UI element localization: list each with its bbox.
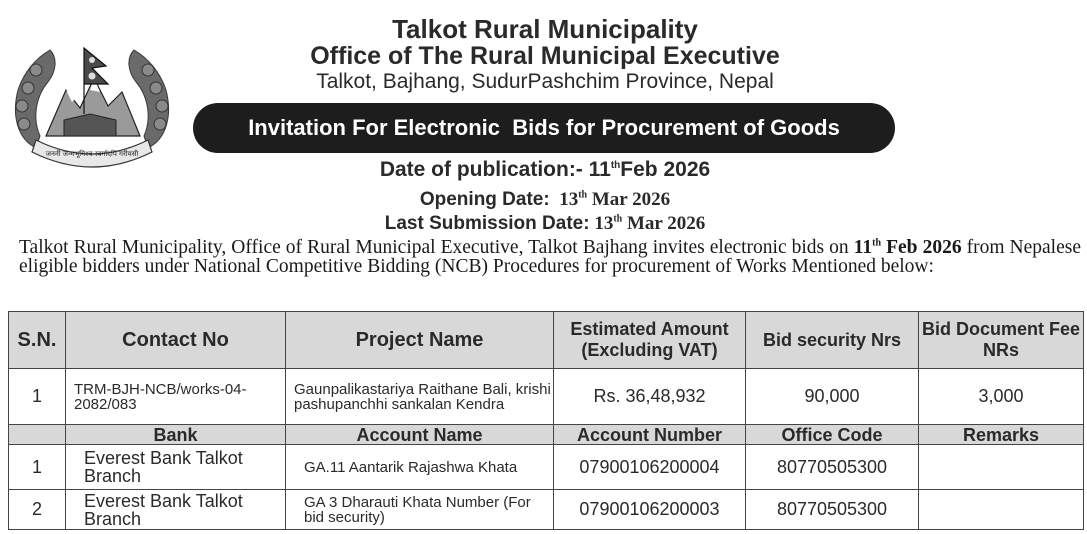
office-code-cell: 80770505300 bbox=[746, 445, 919, 490]
header-bid-security: Bid security Nrs bbox=[746, 312, 919, 369]
opening-date bbox=[150, 189, 940, 211]
emblem-motto: जननी जन्मभूमिश्च स्वर्गादपि गरीयसी bbox=[45, 150, 139, 158]
municipality-name: Talkot Rural Municipality bbox=[392, 14, 698, 44]
publication-month-year: Feb 2026 bbox=[620, 158, 711, 181]
publication-label: Date of publication:- bbox=[379, 158, 589, 181]
bid-document-fee-cell: 3,000 bbox=[919, 369, 1084, 425]
publication-suffix: th bbox=[610, 160, 621, 171]
invitation-paragraph bbox=[19, 238, 1081, 276]
header-account-number: Account Number bbox=[554, 425, 746, 445]
opening-day: 13 bbox=[559, 189, 579, 210]
bid-day-suffix: th bbox=[872, 237, 882, 249]
bid-year: 2026 bbox=[922, 237, 962, 258]
submission-suffix: th bbox=[613, 213, 623, 225]
paragraph-part1: Talkot Rural Municipality, Office of Rural Municipal Executive, Talkot Bajhang invites electronic bids on bbox=[19, 237, 854, 258]
bid-security-cell: 90,000 bbox=[746, 369, 919, 425]
header-bid-document-fee: Bid Document Fee NRs bbox=[919, 312, 1084, 369]
table-row bbox=[9, 490, 1084, 530]
bid-details-table bbox=[8, 311, 1084, 530]
bank-header-blank bbox=[9, 425, 66, 445]
header-contact-no: Contact No bbox=[66, 312, 286, 369]
paragraph-part2: from Nepalese eligible bidders under National Competitive Bidding (NCB) Procedures for procurement of Works Mentioned below: bbox=[19, 237, 1081, 277]
project-name-cell: Gaunpalikastariya Raithane Bali, krishi pashupanchhi sankalan Kendra bbox=[286, 369, 554, 425]
bank-row-sn: 2 bbox=[9, 490, 66, 530]
header-bank: Bank bbox=[66, 425, 286, 445]
bank-cell: Everest Bank Talkot Branch bbox=[66, 445, 286, 490]
table-header-row bbox=[9, 312, 1084, 369]
opening-suffix: th bbox=[578, 189, 588, 201]
submission-label: Last Submission Date: bbox=[384, 213, 590, 234]
bid-day: 11 bbox=[853, 237, 873, 258]
remarks-cell bbox=[919, 490, 1084, 530]
publication-day: 11 bbox=[588, 158, 611, 181]
header-sn: S.N. bbox=[9, 312, 66, 369]
contact-no-cell: TRM-BJH-NCB/works-04-2082/083 bbox=[66, 369, 286, 425]
table-row bbox=[9, 445, 1084, 490]
header-remarks: Remarks bbox=[919, 425, 1084, 445]
bank-header-row bbox=[9, 425, 1084, 445]
account-number-cell: 07900106200003 bbox=[554, 490, 746, 530]
remarks-cell bbox=[919, 445, 1084, 490]
submission-day: 13 bbox=[594, 213, 614, 234]
bid-month: Feb bbox=[881, 237, 918, 258]
row-sn: 1 bbox=[9, 369, 66, 425]
header-project-name: Project Name bbox=[286, 312, 554, 369]
account-number-cell: 07900106200004 bbox=[554, 445, 746, 490]
opening-label: Opening Date: bbox=[419, 189, 550, 210]
publication-date bbox=[150, 158, 940, 182]
bank-cell: Everest Bank Talkot Branch bbox=[66, 490, 286, 530]
submission-month-year: Mar 2026 bbox=[622, 213, 706, 234]
submission-date bbox=[150, 213, 940, 235]
office-code-cell: 80770505300 bbox=[746, 490, 919, 530]
account-name-cell: GA 3 Dharauti Khata Number (For bid security) bbox=[286, 490, 554, 530]
office-address: Talkot, Bajhang, SudurPashchim Province, Nepal bbox=[316, 70, 774, 93]
account-name-cell: GA.11 Aantarik Rajashwa Khata bbox=[286, 445, 554, 490]
opening-month-year: Mar 2026 bbox=[587, 189, 671, 210]
table-row bbox=[9, 369, 1084, 425]
header-account-name: Account Name bbox=[286, 425, 554, 445]
bank-row-sn: 1 bbox=[9, 445, 66, 490]
header-office-code: Office Code bbox=[746, 425, 919, 445]
notice-title-banner: Invitation For Electronic Bids for Procurement of Goods bbox=[193, 103, 895, 153]
estimated-amount-cell: Rs. 36,48,932 bbox=[554, 369, 746, 425]
office-name: Office of The Rural Municipal Executive bbox=[310, 42, 780, 70]
header-estimated-amount: Estimated Amount (Excluding VAT) bbox=[554, 312, 746, 369]
